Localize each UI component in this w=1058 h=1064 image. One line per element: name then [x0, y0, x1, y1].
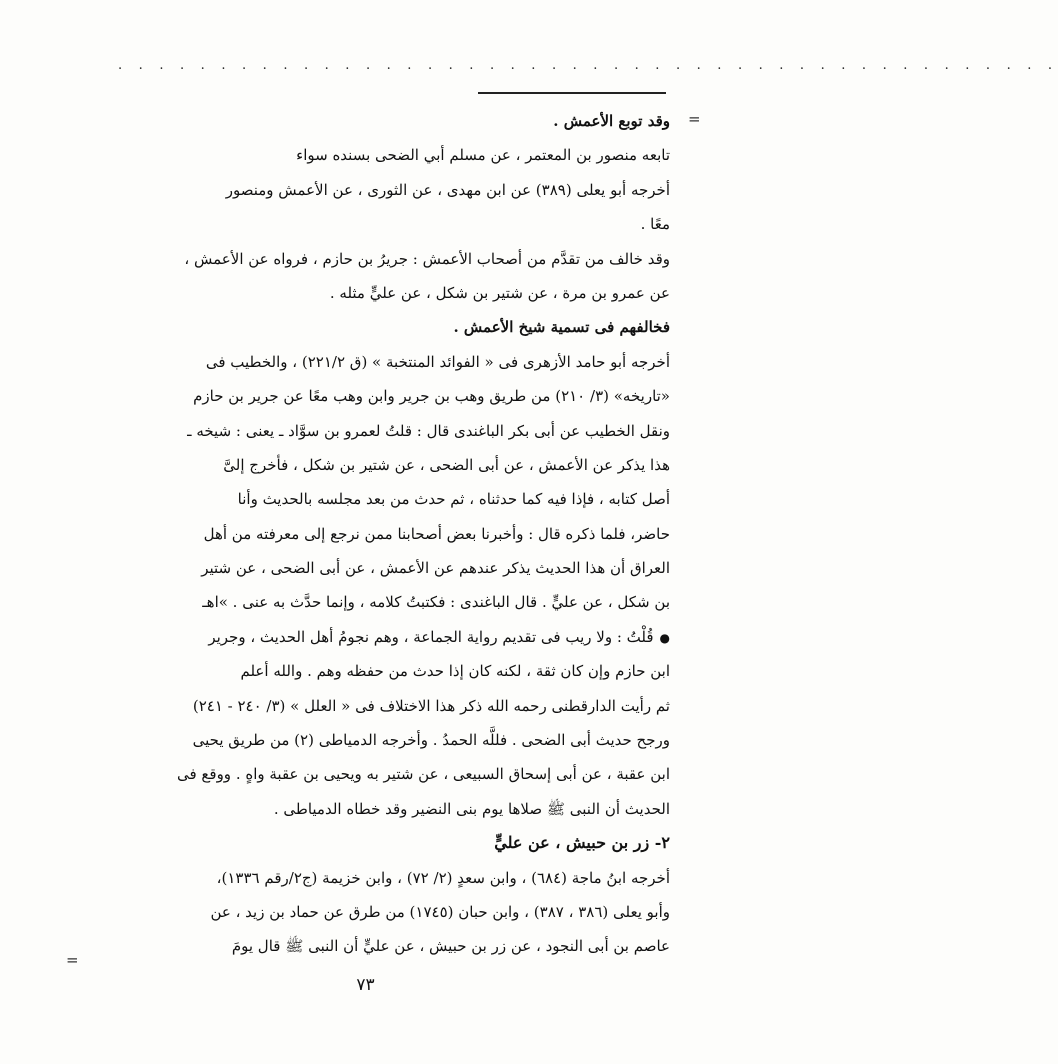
text-line: العراق أن هذا الحديث يذكر عندهم عن الأعمش ، عن أبى الضحى ، عن شتير [201, 559, 670, 578]
bullet-icon: ● [659, 630, 670, 645]
page-number: ٧٣ [356, 975, 375, 995]
text-line-with-bullet [84, 620, 670, 654]
text-line: وقد خالف من تقدَّم من أصحاب الأعمش : جريرُ بن حازم ، فرواه عن الأعمش ، [184, 249, 670, 268]
text-line: عاصم بن أبى النجود ، عن زر بن حبيش ، عن عليٍّ أن النبى ﷺ قال يومَ [231, 937, 670, 956]
text-line: فخالفهم فى تسمية شيخ الأعمش . [453, 318, 670, 337]
section-heading: ٢- زر بن حبيش ، عن عليٍّ [494, 833, 670, 853]
margin-mark-bottom: = [66, 951, 79, 969]
text-line: الحديث أن النبى ﷺ صلاها يوم بنى النضير وقد خطاه الدمياطى . [273, 799, 670, 818]
text-line: وأبو يعلى (٣٨٦ ، ٣٨٧) ، وابن حبان (١٧٤٥) من طرق عن حماد بن زيد ، عن [210, 902, 670, 921]
text-line: أخرجه أبو حامد الأزهرى فى « الفوائد المنتخبة » (ق ٢٢١/٢) ، والخطيب فى [205, 352, 670, 371]
text-line: وقد توبع الأعمش . [553, 112, 670, 130]
text-line: حاضر، فلما ذكره قال : وأخبرنا بعض أصحابنا ممن نرجع إلى معرفته من أهل [203, 524, 670, 543]
text-line: بن شكل ، عن عليٍّ . قال الباغندى : فكتبتُ كلامه ، وإنما حدَّث به عنى . »اهـ [202, 593, 670, 612]
text-line: «تاريخه» (٣/ ٢١٠) من طريق وهب بن جرير وابن وهب معًا عن جرير بن حازم [193, 387, 670, 406]
text-line: تابعه منصور بن المعتمر ، عن مسلم أبي الضحى بسنده سواء [296, 146, 670, 165]
text-line: ونقل الخطيب عن أبى بكر الباغندى قال : قلتُ لعمرو بن سوَّاد ـ يعنى : شيخه ـ [187, 421, 670, 440]
text-line: ثم رأيت الدارقطنى رحمه الله ذكر هذا الاختلاف فى « العلل » (٣/ ٢٤٠ - ٢٤١) [192, 696, 670, 715]
text-line: أخرجه أبو يعلى (٣٨٩) عن ابن مهدى ، عن الثورى ، عن الأعمش ومنصور [225, 180, 670, 199]
header-dotted-line: . . . . . . . . . . . . . . . . . . . . . . . . . . . . . . . . . . . . . . . . . . . . . . [118, 58, 1058, 73]
header-rule [478, 92, 666, 94]
body-text [84, 104, 670, 964]
text-line: قُلْتُ : ولا ريب فى تقديم رواية الجماعة ، وهم نجومُ أهل الحديث ، وجرير [208, 627, 654, 646]
text-line: عن عمرو بن مرة ، عن شتير بن شكل ، عن عليٍّ مثله . [329, 283, 670, 302]
text-line: هذا يذكر عن الأعمش ، عن أبى الضحى ، عن شتير بن شكل ، فأخرج إلىَّ [223, 455, 670, 474]
text-line: أصل كتابه ، فإذا فيه كما حدثناه ، ثم حدث من بعد مجلسه بالحديث وأنا [237, 490, 670, 509]
text-line: ابن عقبة ، عن أبى إسحاق السبيعى ، عن شتير به ويحيى بن عقبة واهٍ . ووقع فى [176, 765, 670, 784]
text-line: ابن حازم وإن كان ثقة ، لكنه كان إذا حدث من حفظه وهم . والله أعلم [240, 662, 670, 681]
text-line: ورجح حديث أبى الضحى . فللَّه الحمدُ . وأخرجه الدمياطى (٢) من طريق يحيى [192, 731, 670, 750]
text-line: معًا . [640, 215, 670, 234]
margin-mark-top: = [688, 110, 701, 128]
text-line: أخرجه ابنُ ماجة (٦٨٤) ، وابن سعدٍ (٢/ ٧٢) ، وابن خزيمة (ج٢/رقم ١٣٣٦)، [216, 868, 670, 887]
